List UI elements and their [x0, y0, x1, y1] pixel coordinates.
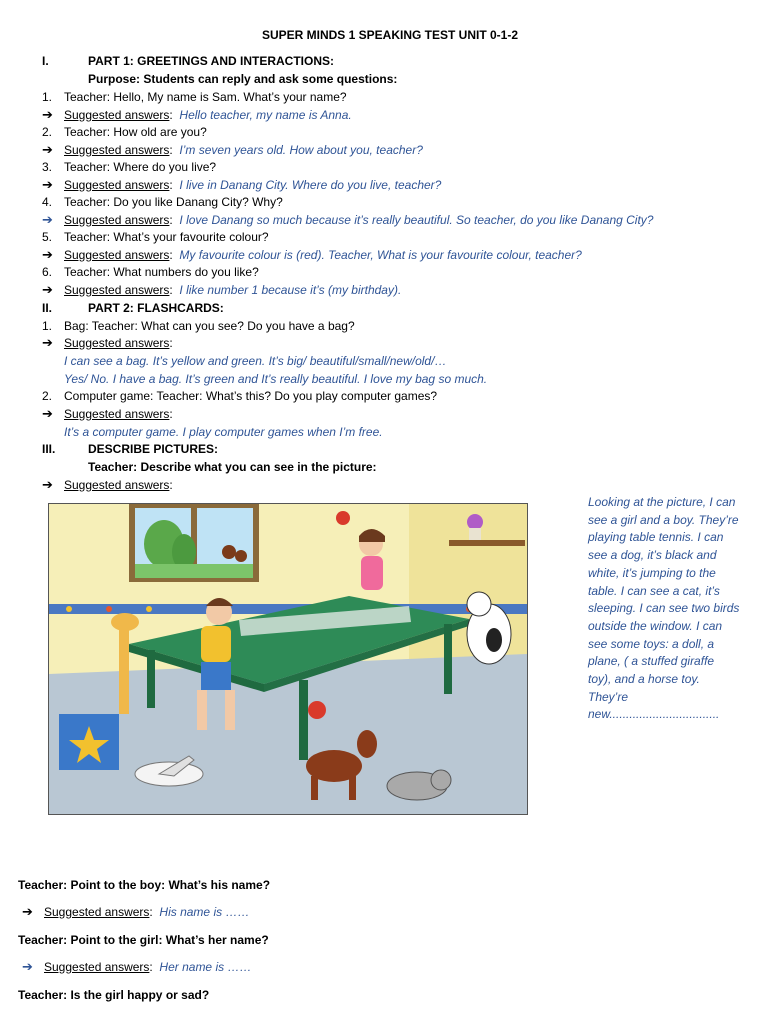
- part1-numeral: I.: [42, 54, 49, 68]
- question-number: 1.: [42, 90, 53, 104]
- suggested-answer-row: ➔ Suggested answers: Her name is ……: [22, 959, 252, 974]
- suggested-label: Suggested answers: [64, 108, 170, 122]
- suggested-answer-row: ➔ Suggested answers:: [42, 406, 173, 421]
- question-text: Teacher: What numbers do you like?: [64, 265, 259, 279]
- question-number: 5.: [42, 230, 53, 244]
- arrow-right-icon: ➔: [22, 959, 33, 974]
- suggested-label: Suggested answers: [64, 248, 170, 262]
- question-text: Teacher: Where do you live?: [64, 160, 217, 174]
- part2-heading: PART 2: FLASHCARDS:: [88, 301, 224, 315]
- question-number: 3.: [42, 160, 53, 174]
- suggested-answer-row: ➔ Suggested answers: I love Danang so much because it’s really beautiful. So teacher, do you like Danang City?: [42, 212, 654, 227]
- suggested-label: Suggested answers: [64, 336, 170, 350]
- suggested-label: Suggested answers: [64, 178, 170, 192]
- suggested-label: Suggested answers: [64, 478, 170, 492]
- part2-numeral: II.: [42, 301, 53, 315]
- arrow-right-icon: ➔: [42, 142, 53, 157]
- arrow-right-icon: ➔: [42, 282, 53, 297]
- question-row: [42, 194, 283, 210]
- suggested-answer-row: ➔ Suggested answers:: [42, 477, 173, 492]
- suggested-answer-text: My favourite colour is (red). Teacher, What is your favourite colour, teacher?: [179, 248, 582, 262]
- suggested-label: Suggested answers: [44, 960, 150, 974]
- part2-item2-num: 2.: [42, 389, 53, 403]
- part2-item1-question: Bag: Teacher: What can you see? Do you have a bag?: [64, 319, 355, 333]
- part2-item2-question: Computer game: Teacher: What’s this? Do you play computer games?: [64, 389, 438, 403]
- suggested-answer-row: ➔ Suggested answers: Hello teacher, my name is Anna.: [42, 107, 352, 122]
- suggested-answer-row: ➔ Suggested answers:: [42, 335, 173, 350]
- part2-item1-answer2: Yes/ No. I have a bag. It’s green and It’s really beautiful. I love my bag so much.: [64, 372, 488, 386]
- classroom-illustration: [49, 504, 527, 814]
- question-row: [42, 159, 216, 175]
- page-title: SUPER MINDS 1 SPEAKING TEST UNIT 0-1-2: [261, 28, 519, 42]
- suggested-label: Suggested answers: [44, 905, 150, 919]
- arrow-right-icon: ➔: [42, 247, 53, 262]
- question-text: Teacher: What’s your favourite colour?: [64, 230, 269, 244]
- suggested-answer-row: ➔ Suggested answers: I live in Danang City. Where do you live, teacher?: [42, 177, 442, 192]
- question-text: Teacher: Hello, My name is Sam. What’s your name?: [64, 90, 347, 104]
- bottom-question-1: Teacher: Point to the boy: What’s his name?: [18, 878, 271, 892]
- part3-prompt: Teacher: Describe what you can see in the picture:: [88, 460, 377, 474]
- part2-item1-num: 1.: [42, 319, 53, 333]
- question-row: [42, 89, 347, 105]
- question-row: [42, 124, 207, 140]
- part1-purpose: Purpose: Students can reply and ask some questions:: [88, 72, 398, 86]
- suggested-answer-row: ➔ Suggested answers: I like number 1 because it’s (my birthday).: [42, 282, 402, 297]
- arrow-right-icon: ➔: [42, 335, 53, 350]
- suggested-answer-text: Hello teacher, my name is Anna.: [179, 108, 352, 122]
- bottom-answer-2: Her name is ……: [159, 960, 252, 974]
- picture-description-answer: Looking at the picture, I can see a girl and a boy. They’re playing table tennis. I can see a dog, it’s black and white, it’s jumping to the table. I can see a cat, it’s sleeping. I can see two birds outside the window. I can see some toys: a doll, a plane, ( a stuffed giraffe toy), and a horse toy. They’re new.................................: [588, 495, 740, 722]
- part2-item2-answer: It’s a computer game. I play computer games when I’m free.: [64, 425, 383, 439]
- bottom-question-3: Teacher: Is the girl happy or sad?: [18, 988, 210, 1002]
- suggested-answer-row: ➔ Suggested answers: My favourite colour is (red). Teacher, What is your favourite colour, teacher?: [42, 247, 582, 262]
- suggested-answer-text: I love Danang so much because it’s really beautiful. So teacher, do you like Danang City?: [179, 213, 654, 227]
- question-text: Teacher: How old are you?: [64, 125, 207, 139]
- arrow-right-icon: ➔: [42, 406, 53, 421]
- part2-item1-answer1: I can see a bag. It’s yellow and green. It’s big/ beautiful/small/new/old/…: [64, 354, 447, 368]
- question-text: Teacher: Do you like Danang City? Why?: [64, 195, 283, 209]
- suggested-answer-text: I live in Danang City. Where do you live, teacher?: [179, 178, 442, 192]
- part3-numeral: III.: [42, 442, 56, 456]
- arrow-right-icon: ➔: [42, 107, 53, 122]
- question-number: 4.: [42, 195, 53, 209]
- suggested-label: Suggested answers: [64, 213, 170, 227]
- suggested-answer-row: ➔ Suggested answers: His name is ……: [22, 904, 250, 919]
- arrow-right-icon: ➔: [42, 212, 53, 227]
- suggested-label: Suggested answers: [64, 283, 170, 297]
- question-row: [42, 229, 269, 245]
- question-number: 2.: [42, 125, 53, 139]
- table-tennis-picture: [48, 503, 528, 815]
- part3-heading: DESCRIBE PICTURES:: [88, 442, 219, 456]
- arrow-right-icon: ➔: [22, 904, 33, 919]
- suggested-label: Suggested answers: [64, 407, 170, 421]
- suggested-answer-row: ➔ Suggested answers: I’m seven years old. How about you, teacher?: [42, 142, 423, 157]
- arrow-right-icon: ➔: [42, 477, 53, 492]
- suggested-answer-text: I like number 1 because it’s (my birthday).: [179, 283, 402, 297]
- suggested-label: Suggested answers: [64, 143, 170, 157]
- question-number: 6.: [42, 265, 53, 279]
- suggested-answer-text: I’m seven years old. How about you, teacher?: [179, 143, 423, 157]
- bottom-question-2: Teacher: Point to the girl: What’s her name?: [18, 933, 269, 947]
- part1-heading: PART 1: GREETINGS AND INTERACTIONS:: [88, 54, 335, 68]
- bottom-answer-1: His name is ……: [159, 905, 250, 919]
- arrow-right-icon: ➔: [42, 177, 53, 192]
- question-row: [42, 264, 259, 280]
